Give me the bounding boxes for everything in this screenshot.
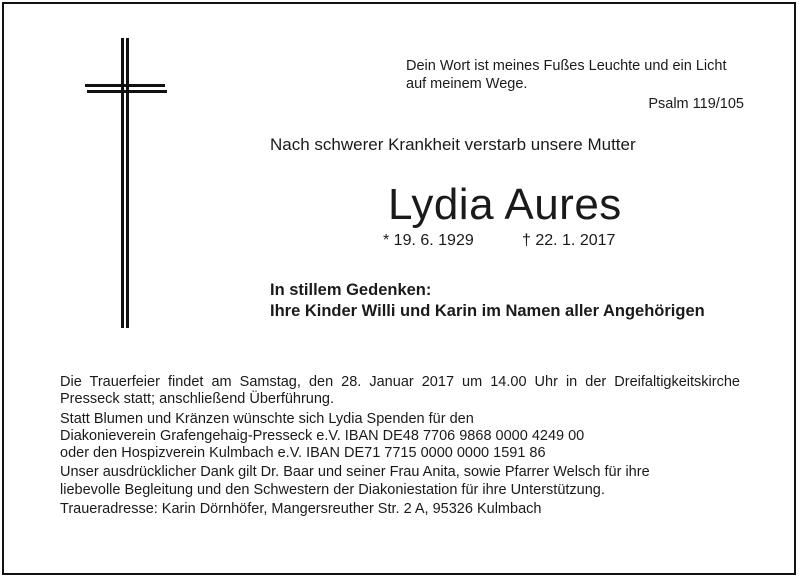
donation-line-3: oder den Hospizverein Kulmbach e.V. IBAN DE71 7715 0000 0000 1591 86 [60, 445, 546, 462]
death-date: † 22. 1. 2017 [522, 232, 616, 249]
donation-line-1: Statt Blumen und Kränzen wünschte sich Lydia Spenden für den [60, 410, 474, 427]
quote-reference: Psalm 119/105 [648, 96, 744, 112]
funeral-line-1: Die Trauerfeier findet am Samstag, den 28. Januar 2017 um 14.00 Uhr in der Dreifaltigkeitskirche [60, 374, 740, 390]
mourners-heading: In stillem Gedenken: [270, 281, 432, 299]
funeral-paragraph [60, 374, 740, 409]
deceased-name: Lydia Aures [388, 180, 622, 229]
details-block [60, 374, 740, 520]
address-paragraph [60, 501, 740, 518]
cross-icon [85, 38, 175, 328]
quote-line-1: Dein Wort ist meines Fußes Leuchte und ein Licht [406, 58, 727, 74]
intro-text: Nach schwerer Krankheit verstarb unsere Mutter [270, 135, 636, 154]
donation-paragraph [60, 411, 740, 463]
mourners-block [270, 280, 705, 322]
thanks-paragraph [60, 464, 740, 499]
quote-line-2: auf meinem Wege. [406, 76, 528, 92]
donation-line-2: Diakonieverein Grafengehaig-Presseck e.V. IBAN DE48 7706 9868 0000 4249 00 [60, 427, 585, 444]
funeral-line-2: Presseck statt; anschließend Überführung. [60, 391, 335, 408]
thanks-line-2: liebevolle Begleitung und den Schwestern der Diakoniestation für ihre Unterstützung. [60, 481, 605, 498]
birth-date: * 19. 6. 1929 [383, 232, 474, 249]
bible-quote [406, 57, 746, 113]
mourning-address: Traueradresse: Karin Dörnhöfer, Mangersreuther Str. 2 A, 95326 Kulmbach [60, 501, 542, 518]
mourners-names: Ihre Kinder Willi und Karin im Namen aller Angehörigen [270, 302, 705, 320]
thanks-line-1: Unser ausdrücklicher Dank gilt Dr. Baar und seiner Frau Anita, sowie Pfarrer Welsch für ihre [60, 464, 650, 481]
